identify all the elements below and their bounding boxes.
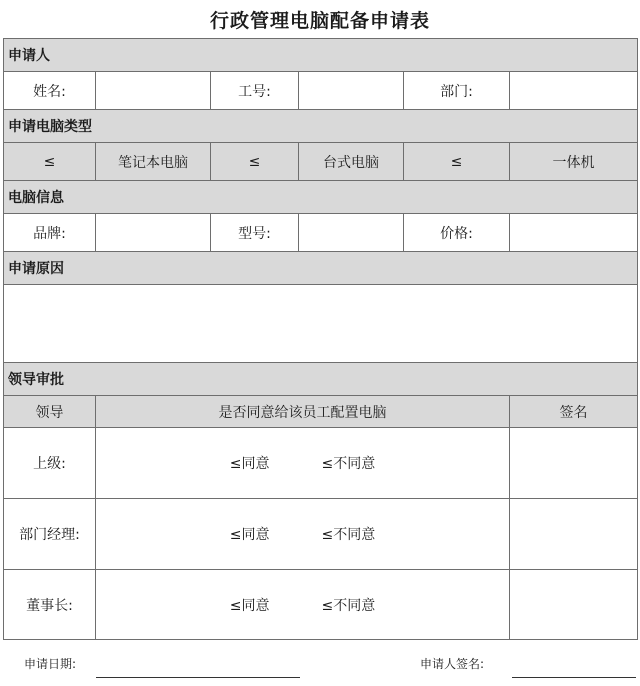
approver-role: 上级: [4, 428, 96, 499]
signature-column-header: 签名 [510, 396, 638, 428]
disagree-checkbox[interactable]: ≤不同意 [321, 456, 376, 472]
brand-label: 品牌: [4, 214, 96, 252]
applicant-signature-line[interactable] [512, 677, 636, 678]
agree-checkbox[interactable]: ≤同意 [229, 527, 270, 543]
agree-column-header: 是否同意给该员工配置电脑 [96, 396, 510, 428]
section-reason: 申请原因 [4, 252, 638, 285]
model-label: 型号: [211, 214, 299, 252]
approver-role: 董事长: [4, 570, 96, 640]
employee-id-label: 工号: [211, 72, 299, 110]
name-label: 姓名: [4, 72, 96, 110]
approver-role: 部门经理: [4, 499, 96, 570]
agree-checkbox[interactable]: ≤同意 [229, 597, 270, 614]
all-in-one-checkbox[interactable]: ≤ [404, 143, 510, 181]
disagree-checkbox[interactable]: ≤不同意 [321, 597, 376, 614]
application-date-line[interactable] [96, 677, 300, 678]
section-approval: 领导审批 [4, 363, 638, 396]
name-field[interactable] [96, 72, 211, 110]
brand-field[interactable] [96, 214, 211, 252]
form-title: 行政管理电脑配备申请表 [209, 10, 430, 32]
signature-field[interactable] [510, 428, 638, 499]
desktop-label: 台式电脑 [299, 143, 404, 181]
department-field[interactable] [510, 72, 638, 110]
department-label: 部门: [404, 72, 510, 110]
agree-checkbox[interactable]: ≤同意 [229, 456, 270, 472]
price-label: 价格: [404, 214, 510, 252]
application-form [3, 38, 638, 640]
application-date-label: 申请日期: [24, 657, 77, 671]
signature-field[interactable] [510, 499, 638, 570]
desktop-checkbox[interactable]: ≤ [211, 143, 299, 181]
applicant-signature-label: 申请人签名: [420, 657, 485, 671]
disagree-checkbox[interactable]: ≤不同意 [321, 527, 376, 543]
model-field[interactable] [299, 214, 404, 252]
section-applicant: 申请人 [4, 39, 638, 72]
laptop-checkbox[interactable]: ≤ [4, 143, 96, 181]
section-computer-type: 申请电脑类型 [4, 110, 638, 143]
signature-field[interactable] [510, 570, 638, 640]
form-footer [0, 646, 640, 686]
employee-id-field[interactable] [299, 72, 404, 110]
all-in-one-label: 一体机 [510, 143, 638, 181]
reason-field[interactable] [4, 285, 638, 363]
section-computer-info: 电脑信息 [4, 181, 638, 214]
price-field[interactable] [510, 214, 638, 252]
laptop-label: 笔记本电脑 [96, 143, 211, 181]
leader-column-header: 领导 [4, 396, 96, 428]
